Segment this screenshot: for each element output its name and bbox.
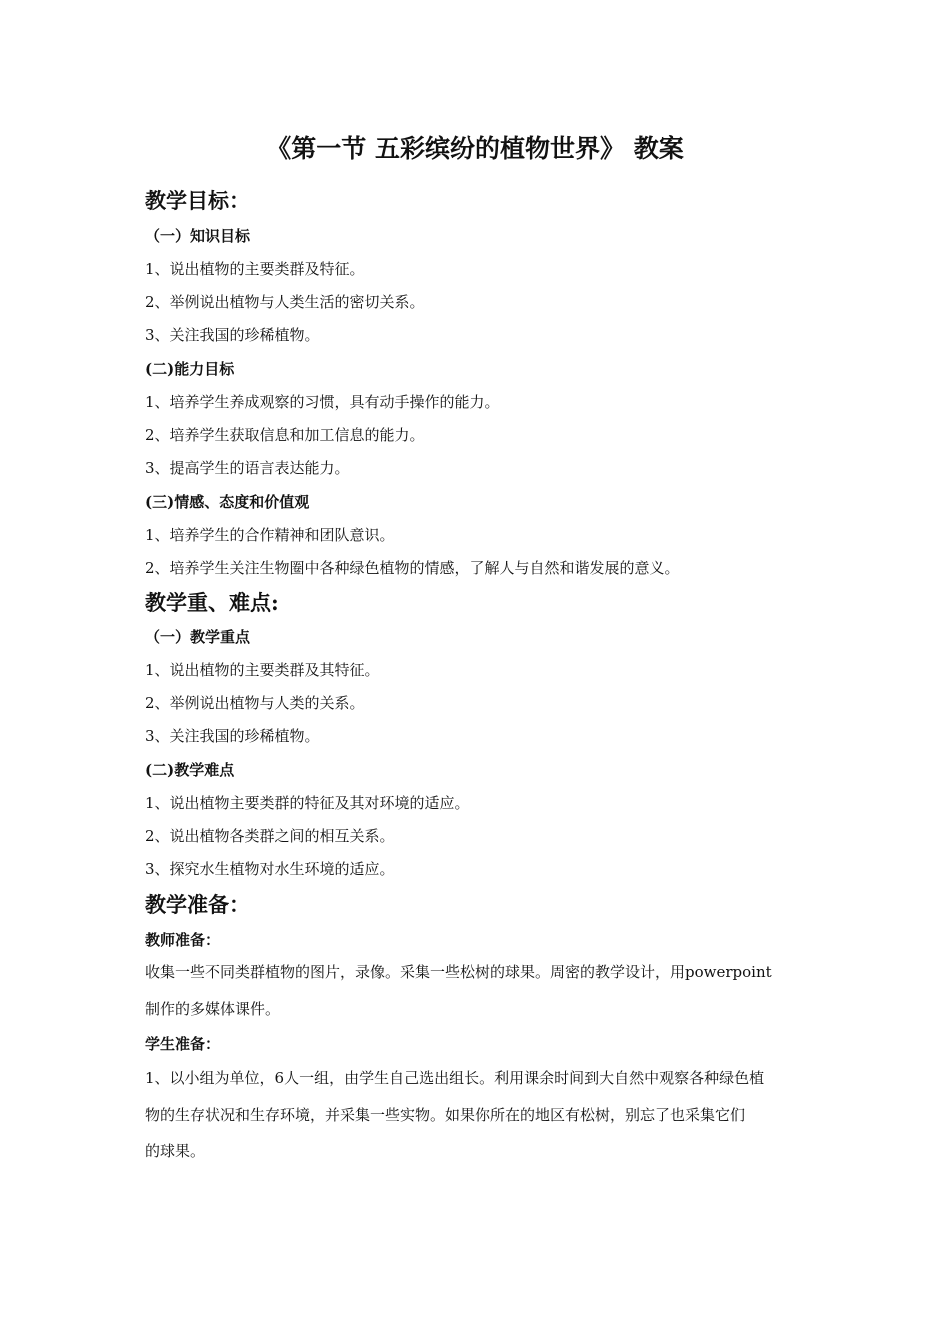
list-item: 1、培养学生养成观察的习惯，具有动手操作的能力。 <box>145 393 500 411</box>
list-item: 3、探究水生植物对水生环境的适应。 <box>145 860 395 878</box>
section-heading-objectives: 教学目标： <box>145 188 250 213</box>
subheading-teacher: 教师准备： <box>145 931 221 949</box>
paragraph-line: 制作的多媒体课件。 <box>145 1000 281 1018</box>
subheading-emotion: (三)情感、态度和价值观 <box>145 493 310 511</box>
list-item: 2、说出植物各类群之间的相互关系。 <box>145 827 395 845</box>
list-item: 3、提高学生的语言表达能力。 <box>145 459 350 477</box>
section-heading-key-points: 教学重、难点: <box>145 590 279 615</box>
subheading-difficulty: (二)教学难点 <box>145 761 235 779</box>
list-item: 2、培养学生关注生物圈中各种绿色植物的情感，了解人与自然和谐发展的意义。 <box>145 559 680 577</box>
list-item: 2、举例说出植物与人类生活的密切关系。 <box>145 293 425 311</box>
subheading-focus: （一）教学重点 <box>145 628 251 646</box>
section-heading-preparation: 教学准备： <box>145 892 250 917</box>
document-title: 《第一节 五彩缤纷的植物世界》 教案 <box>266 134 684 163</box>
list-item: 2、举例说出植物与人类的关系。 <box>145 694 365 712</box>
subheading-ability: (二)能力目标 <box>145 360 235 378</box>
list-item: 3、关注我国的珍稀植物。 <box>145 326 320 344</box>
list-item: 1、说出植物的主要类群及特征。 <box>145 260 365 278</box>
paragraph-line: 收集一些不同类群植物的图片，录像。采集一些松树的球果。周密的教学设计，用powerpoint <box>145 963 772 981</box>
list-item: 3、关注我国的珍稀植物。 <box>145 727 320 745</box>
list-item: 1、说出植物的主要类群及其特征。 <box>145 661 380 679</box>
subheading-student: 学生准备： <box>145 1035 221 1053</box>
list-item: 1、说出植物主要类群的特征及其对环境的适应。 <box>145 794 470 812</box>
subheading-knowledge: （一）知识目标 <box>145 227 251 245</box>
list-item: 2、培养学生获取信息和加工信息的能力。 <box>145 426 425 444</box>
paragraph-line: 的球果。 <box>145 1142 206 1160</box>
paragraph-line: 1、以小组为单位，6人一组，由学生自己选出组长。利用课余时间到大自然中观察各种绿色植 <box>145 1069 765 1087</box>
list-item: 1、培养学生的合作精神和团队意识。 <box>145 526 395 544</box>
paragraph-line: 物的生存状况和生存环境，并采集一些实物。如果你所在的地区有松树，别忘了也采集它们 <box>145 1106 746 1124</box>
